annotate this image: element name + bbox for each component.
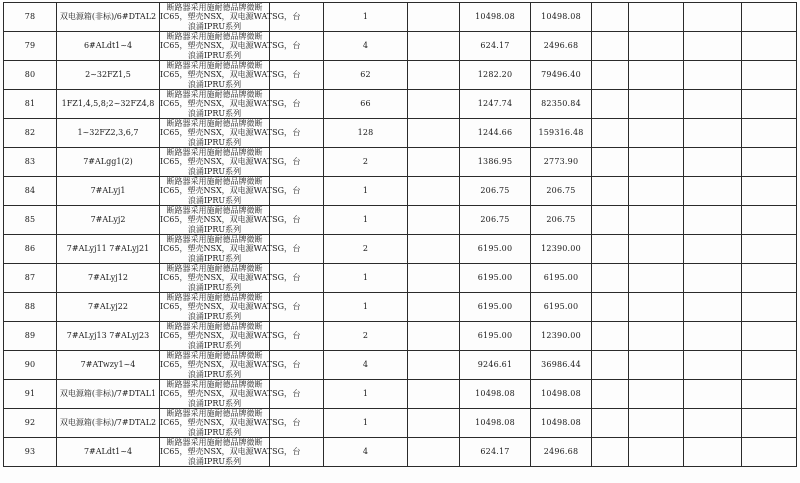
item-name-cell: 7#ALyj1 — [57, 177, 160, 206]
table-row — [4, 380, 797, 409]
row-number-cell: 88 — [4, 293, 57, 322]
spec-line: 断路器采用施耐德品牌微断 — [166, 293, 263, 303]
empty-cell — [684, 438, 742, 467]
spec-cell — [160, 293, 293, 322]
empty-cell — [592, 351, 629, 380]
spec-line: 断路器采用施耐德品牌微断 — [166, 438, 263, 448]
empty-cell — [629, 351, 684, 380]
item-name-cell: 7#ALyj2 — [57, 206, 160, 235]
spec-line: IC65，塑壳NSX，双电源WATSG， — [160, 70, 293, 80]
spec-line: 浪涌IPRU系列 — [187, 108, 242, 118]
spec-cell — [160, 90, 293, 119]
spec-line: 浪涌IPRU系列 — [187, 369, 242, 379]
total-price-cell: 12390.00 — [531, 235, 592, 264]
empty-cell — [742, 322, 797, 351]
empty-cell — [408, 177, 460, 206]
item-name-cell: 7#ALgg1(2) — [57, 148, 160, 177]
empty-cell — [629, 90, 684, 119]
empty-cell — [408, 438, 460, 467]
row-number-cell: 87 — [4, 264, 57, 293]
table-row — [4, 235, 797, 264]
empty-cell — [629, 206, 684, 235]
quantity-cell: 1 — [324, 409, 408, 438]
empty-cell — [742, 293, 797, 322]
empty-cell — [742, 148, 797, 177]
unit-cell: 台 — [270, 409, 324, 438]
table-row — [4, 206, 797, 235]
empty-cell — [629, 264, 684, 293]
row-number-cell: 84 — [4, 177, 57, 206]
empty-cell — [684, 148, 742, 177]
unit-cell: 台 — [270, 177, 324, 206]
empty-cell — [684, 61, 742, 90]
unit-price-cell: 6195.00 — [460, 322, 531, 351]
total-price-cell: 206.75 — [531, 206, 592, 235]
total-price-cell: 2496.68 — [531, 32, 592, 61]
empty-cell — [592, 3, 629, 32]
table-row — [4, 90, 797, 119]
empty-cell — [742, 90, 797, 119]
empty-cell — [629, 293, 684, 322]
total-price-cell: 10498.08 — [531, 3, 592, 32]
empty-cell — [684, 206, 742, 235]
total-price-cell: 2773.90 — [531, 148, 592, 177]
total-price-cell: 159316.48 — [531, 119, 592, 148]
quantity-cell: 1 — [324, 206, 408, 235]
spec-cell — [160, 206, 293, 235]
table-row — [4, 351, 797, 380]
empty-cell — [742, 3, 797, 32]
spec-line: 浪涌IPRU系列 — [187, 427, 242, 437]
empty-cell — [742, 206, 797, 235]
unit-price-cell: 206.75 — [460, 177, 531, 206]
spec-line: 浪涌IPRU系列 — [187, 195, 242, 205]
item-name-cell: 7#ALdt1~4 — [57, 438, 160, 467]
quantity-cell: 4 — [324, 351, 408, 380]
spec-cell — [160, 438, 293, 467]
unit-price-cell: 1247.74 — [460, 90, 531, 119]
empty-cell — [742, 409, 797, 438]
empty-cell — [684, 351, 742, 380]
empty-cell — [592, 61, 629, 90]
item-name-cell: 7#ALyj12 — [57, 264, 160, 293]
total-price-cell: 79496.40 — [531, 61, 592, 90]
unit-price-cell: 6195.00 — [460, 293, 531, 322]
spec-line: IC65，塑壳NSX，双电源WATSG， — [160, 244, 293, 254]
empty-cell — [592, 90, 629, 119]
empty-cell — [742, 264, 797, 293]
table-row — [4, 148, 797, 177]
spec-line: 断路器采用施耐德品牌微断 — [166, 148, 263, 158]
table-row — [4, 264, 797, 293]
spec-line: 断路器采用施耐德品牌微断 — [166, 206, 263, 216]
quantity-cell: 2 — [324, 322, 408, 351]
unit-cell: 台 — [270, 32, 324, 61]
spec-line: IC65，塑壳NSX，双电源WATSG， — [160, 41, 293, 51]
spec-line: IC65，塑壳NSX，双电源WATSG， — [160, 447, 293, 457]
empty-cell — [629, 438, 684, 467]
empty-cell — [408, 409, 460, 438]
quantity-cell: 2 — [324, 235, 408, 264]
spec-line: 断路器采用施耐德品牌微断 — [166, 61, 263, 71]
quantity-cell: 1 — [324, 293, 408, 322]
unit-price-cell: 10498.08 — [460, 409, 531, 438]
unit-cell: 台 — [270, 293, 324, 322]
unit-cell: 台 — [270, 148, 324, 177]
quantity-cell: 1 — [324, 177, 408, 206]
item-name-cell: 7#ALyj13 7#ALyj23 — [57, 322, 160, 351]
unit-price-cell: 206.75 — [460, 206, 531, 235]
unit-price-cell: 10498.08 — [460, 380, 531, 409]
row-number-cell: 82 — [4, 119, 57, 148]
empty-cell — [684, 322, 742, 351]
total-price-cell: 6195.00 — [531, 293, 592, 322]
empty-cell — [742, 119, 797, 148]
row-number-cell: 90 — [4, 351, 57, 380]
unit-price-cell: 6195.00 — [460, 235, 531, 264]
item-name-cell: 双电源箱(非标)/7#DTAL1 — [57, 380, 160, 409]
empty-cell — [684, 119, 742, 148]
spec-line: IC65，塑壳NSX，双电源WATSG， — [160, 302, 293, 312]
empty-cell — [629, 380, 684, 409]
spec-line: 断路器采用施耐德品牌微断 — [166, 235, 263, 245]
row-number-cell: 81 — [4, 90, 57, 119]
row-number-cell: 86 — [4, 235, 57, 264]
empty-cell — [592, 264, 629, 293]
table-row — [4, 322, 797, 351]
empty-cell — [592, 235, 629, 264]
item-name-cell: 6#ALdt1~4 — [57, 32, 160, 61]
empty-cell — [592, 438, 629, 467]
total-price-cell: 2496.68 — [531, 438, 592, 467]
table-row — [4, 409, 797, 438]
spec-line: IC65，塑壳NSX，双电源WATSG， — [160, 360, 293, 370]
spec-line: 浪涌IPRU系列 — [187, 340, 242, 350]
row-number-cell: 78 — [4, 3, 57, 32]
item-name-cell: 2~32FZ1,5 — [57, 61, 160, 90]
spec-line: 断路器采用施耐德品牌微断 — [166, 409, 263, 419]
empty-cell — [592, 206, 629, 235]
item-name-cell: 双电源箱(非标)/6#DTAL2 — [57, 3, 160, 32]
unit-cell: 台 — [270, 351, 324, 380]
unit-cell: 台 — [270, 61, 324, 90]
empty-cell — [592, 32, 629, 61]
empty-cell — [629, 322, 684, 351]
spec-line: 断路器采用施耐德品牌微断 — [166, 90, 263, 100]
unit-price-cell: 624.17 — [460, 32, 531, 61]
empty-cell — [408, 380, 460, 409]
unit-cell: 台 — [270, 380, 324, 409]
empty-cell — [592, 293, 629, 322]
spec-cell — [160, 3, 293, 32]
spec-line: IC65，塑壳NSX，双电源WATSG， — [160, 331, 293, 341]
unit-cell: 台 — [270, 235, 324, 264]
quantity-cell: 1 — [324, 264, 408, 293]
spec-line: IC65，塑壳NSX，双电源WATSG， — [160, 215, 293, 225]
empty-cell — [742, 351, 797, 380]
spec-line: IC65，塑壳NSX，双电源WATSG， — [160, 389, 293, 399]
table-row — [4, 32, 797, 61]
empty-cell — [629, 235, 684, 264]
empty-cell — [408, 235, 460, 264]
unit-price-cell: 624.17 — [460, 438, 531, 467]
total-price-cell: 6195.00 — [531, 264, 592, 293]
item-name-cell: 7#ATwzy1~4 — [57, 351, 160, 380]
spec-line: 浪涌IPRU系列 — [187, 79, 242, 89]
unit-price-cell: 1386.95 — [460, 148, 531, 177]
spec-cell — [160, 235, 293, 264]
empty-cell — [629, 32, 684, 61]
table-row — [4, 293, 797, 322]
empty-cell — [629, 177, 684, 206]
spec-cell — [160, 177, 293, 206]
empty-cell — [408, 148, 460, 177]
empty-cell — [408, 32, 460, 61]
spec-line: IC65，塑壳NSX，双电源WATSG， — [160, 157, 293, 167]
empty-cell — [629, 61, 684, 90]
empty-cell — [684, 90, 742, 119]
table-row — [4, 438, 797, 467]
spec-line: 浪涌IPRU系列 — [187, 166, 242, 176]
empty-cell — [629, 409, 684, 438]
empty-cell — [742, 177, 797, 206]
item-name-cell: 7#ALyj22 — [57, 293, 160, 322]
item-name-cell: 1~32FZ2,3,6,7 — [57, 119, 160, 148]
price-table — [3, 2, 797, 467]
spec-line: 断路器采用施耐德品牌微断 — [166, 177, 263, 187]
empty-cell — [684, 177, 742, 206]
unit-cell: 台 — [270, 3, 324, 32]
quantity-cell: 1 — [324, 3, 408, 32]
spec-line: 浪涌IPRU系列 — [187, 224, 242, 234]
row-number-cell: 92 — [4, 409, 57, 438]
row-number-cell: 93 — [4, 438, 57, 467]
empty-cell — [684, 235, 742, 264]
spec-cell — [160, 322, 293, 351]
item-name-cell: 双电源箱(非标)/7#DTAL2 — [57, 409, 160, 438]
empty-cell — [408, 351, 460, 380]
unit-price-cell: 9246.61 — [460, 351, 531, 380]
spec-line: IC65，塑壳NSX，双电源WATSG， — [160, 12, 293, 22]
row-number-cell: 91 — [4, 380, 57, 409]
empty-cell — [408, 322, 460, 351]
empty-cell — [742, 61, 797, 90]
spec-cell — [160, 380, 293, 409]
empty-cell — [592, 409, 629, 438]
spec-line: 浪涌IPRU系列 — [187, 311, 242, 321]
spec-line: 断路器采用施耐德品牌微断 — [166, 322, 263, 332]
empty-cell — [684, 3, 742, 32]
spec-cell — [160, 32, 293, 61]
empty-cell — [684, 409, 742, 438]
table-row — [4, 3, 797, 32]
empty-cell — [629, 148, 684, 177]
empty-cell — [592, 119, 629, 148]
spec-cell — [160, 148, 293, 177]
row-number-cell: 79 — [4, 32, 57, 61]
spec-line: 断路器采用施耐德品牌微断 — [166, 119, 263, 129]
empty-cell — [742, 380, 797, 409]
empty-cell — [742, 32, 797, 61]
empty-cell — [408, 119, 460, 148]
empty-cell — [684, 32, 742, 61]
quantity-cell: 1 — [324, 380, 408, 409]
spec-line: 断路器采用施耐德品牌微断 — [166, 32, 263, 42]
empty-cell — [684, 264, 742, 293]
item-name-cell: 7#ALyj11 7#ALyj21 — [57, 235, 160, 264]
empty-cell — [592, 148, 629, 177]
spec-line: 浪涌IPRU系列 — [187, 398, 242, 408]
spec-cell — [160, 409, 293, 438]
quantity-cell: 2 — [324, 148, 408, 177]
empty-cell — [592, 322, 629, 351]
spec-line: IC65，塑壳NSX，双电源WATSG， — [160, 273, 293, 283]
quantity-cell: 62 — [324, 61, 408, 90]
spec-line: IC65，塑壳NSX，双电源WATSG， — [160, 128, 293, 138]
spec-cell — [160, 61, 293, 90]
empty-cell — [592, 177, 629, 206]
unit-cell: 台 — [270, 322, 324, 351]
empty-cell — [408, 293, 460, 322]
empty-cell — [684, 380, 742, 409]
total-price-cell: 206.75 — [531, 177, 592, 206]
empty-cell — [408, 3, 460, 32]
spec-line: 浪涌IPRU系列 — [187, 137, 242, 147]
table-row — [4, 61, 797, 90]
spec-line: 断路器采用施耐德品牌微断 — [166, 380, 263, 390]
spec-line: 断路器采用施耐德品牌微断 — [166, 264, 263, 274]
quantity-cell: 4 — [324, 32, 408, 61]
table-row — [4, 119, 797, 148]
quantity-cell: 66 — [324, 90, 408, 119]
empty-cell — [408, 90, 460, 119]
row-number-cell: 83 — [4, 148, 57, 177]
row-number-cell: 80 — [4, 61, 57, 90]
spec-line: IC65，塑壳NSX，双电源WATSG， — [160, 99, 293, 109]
item-name-cell: 1FZ1,4,5,8;2~32FZ4,8 — [57, 90, 160, 119]
spec-line: 浪涌IPRU系列 — [187, 21, 242, 31]
unit-cell: 台 — [270, 438, 324, 467]
empty-cell — [742, 438, 797, 467]
spec-line: 断路器采用施耐德品牌微断 — [166, 3, 263, 13]
spec-line: IC65，塑壳NSX，双电源WATSG， — [160, 418, 293, 428]
total-price-cell: 10498.08 — [531, 380, 592, 409]
spec-cell — [160, 351, 293, 380]
quantity-cell: 4 — [324, 438, 408, 467]
unit-price-cell: 6195.00 — [460, 264, 531, 293]
spec-cell — [160, 264, 293, 293]
row-number-cell: 85 — [4, 206, 57, 235]
empty-cell — [742, 235, 797, 264]
spec-line: 浪涌IPRU系列 — [187, 50, 242, 60]
empty-cell — [684, 293, 742, 322]
unit-cell: 台 — [270, 206, 324, 235]
total-price-cell: 12390.00 — [531, 322, 592, 351]
total-price-cell: 10498.08 — [531, 409, 592, 438]
spec-line: 浪涌IPRU系列 — [187, 456, 242, 466]
unit-price-cell: 1282.20 — [460, 61, 531, 90]
unit-cell: 台 — [270, 119, 324, 148]
quantity-cell: 128 — [324, 119, 408, 148]
empty-cell — [629, 3, 684, 32]
empty-cell — [408, 206, 460, 235]
empty-cell — [408, 61, 460, 90]
unit-price-cell: 1244.66 — [460, 119, 531, 148]
spec-line: 断路器采用施耐德品牌微断 — [166, 351, 263, 361]
empty-cell — [408, 264, 460, 293]
unit-cell: 台 — [270, 264, 324, 293]
unit-cell: 台 — [270, 90, 324, 119]
table-row — [4, 177, 797, 206]
spec-line: 浪涌IPRU系列 — [187, 253, 242, 263]
empty-cell — [629, 119, 684, 148]
row-number-cell: 89 — [4, 322, 57, 351]
spec-cell — [160, 119, 293, 148]
spec-line: IC65，塑壳NSX，双电源WATSG， — [160, 186, 293, 196]
spec-line: 浪涌IPRU系列 — [187, 282, 242, 292]
total-price-cell: 36986.44 — [531, 351, 592, 380]
table-body — [4, 3, 797, 467]
unit-price-cell: 10498.08 — [460, 3, 531, 32]
empty-cell — [592, 380, 629, 409]
total-price-cell: 82350.84 — [531, 90, 592, 119]
